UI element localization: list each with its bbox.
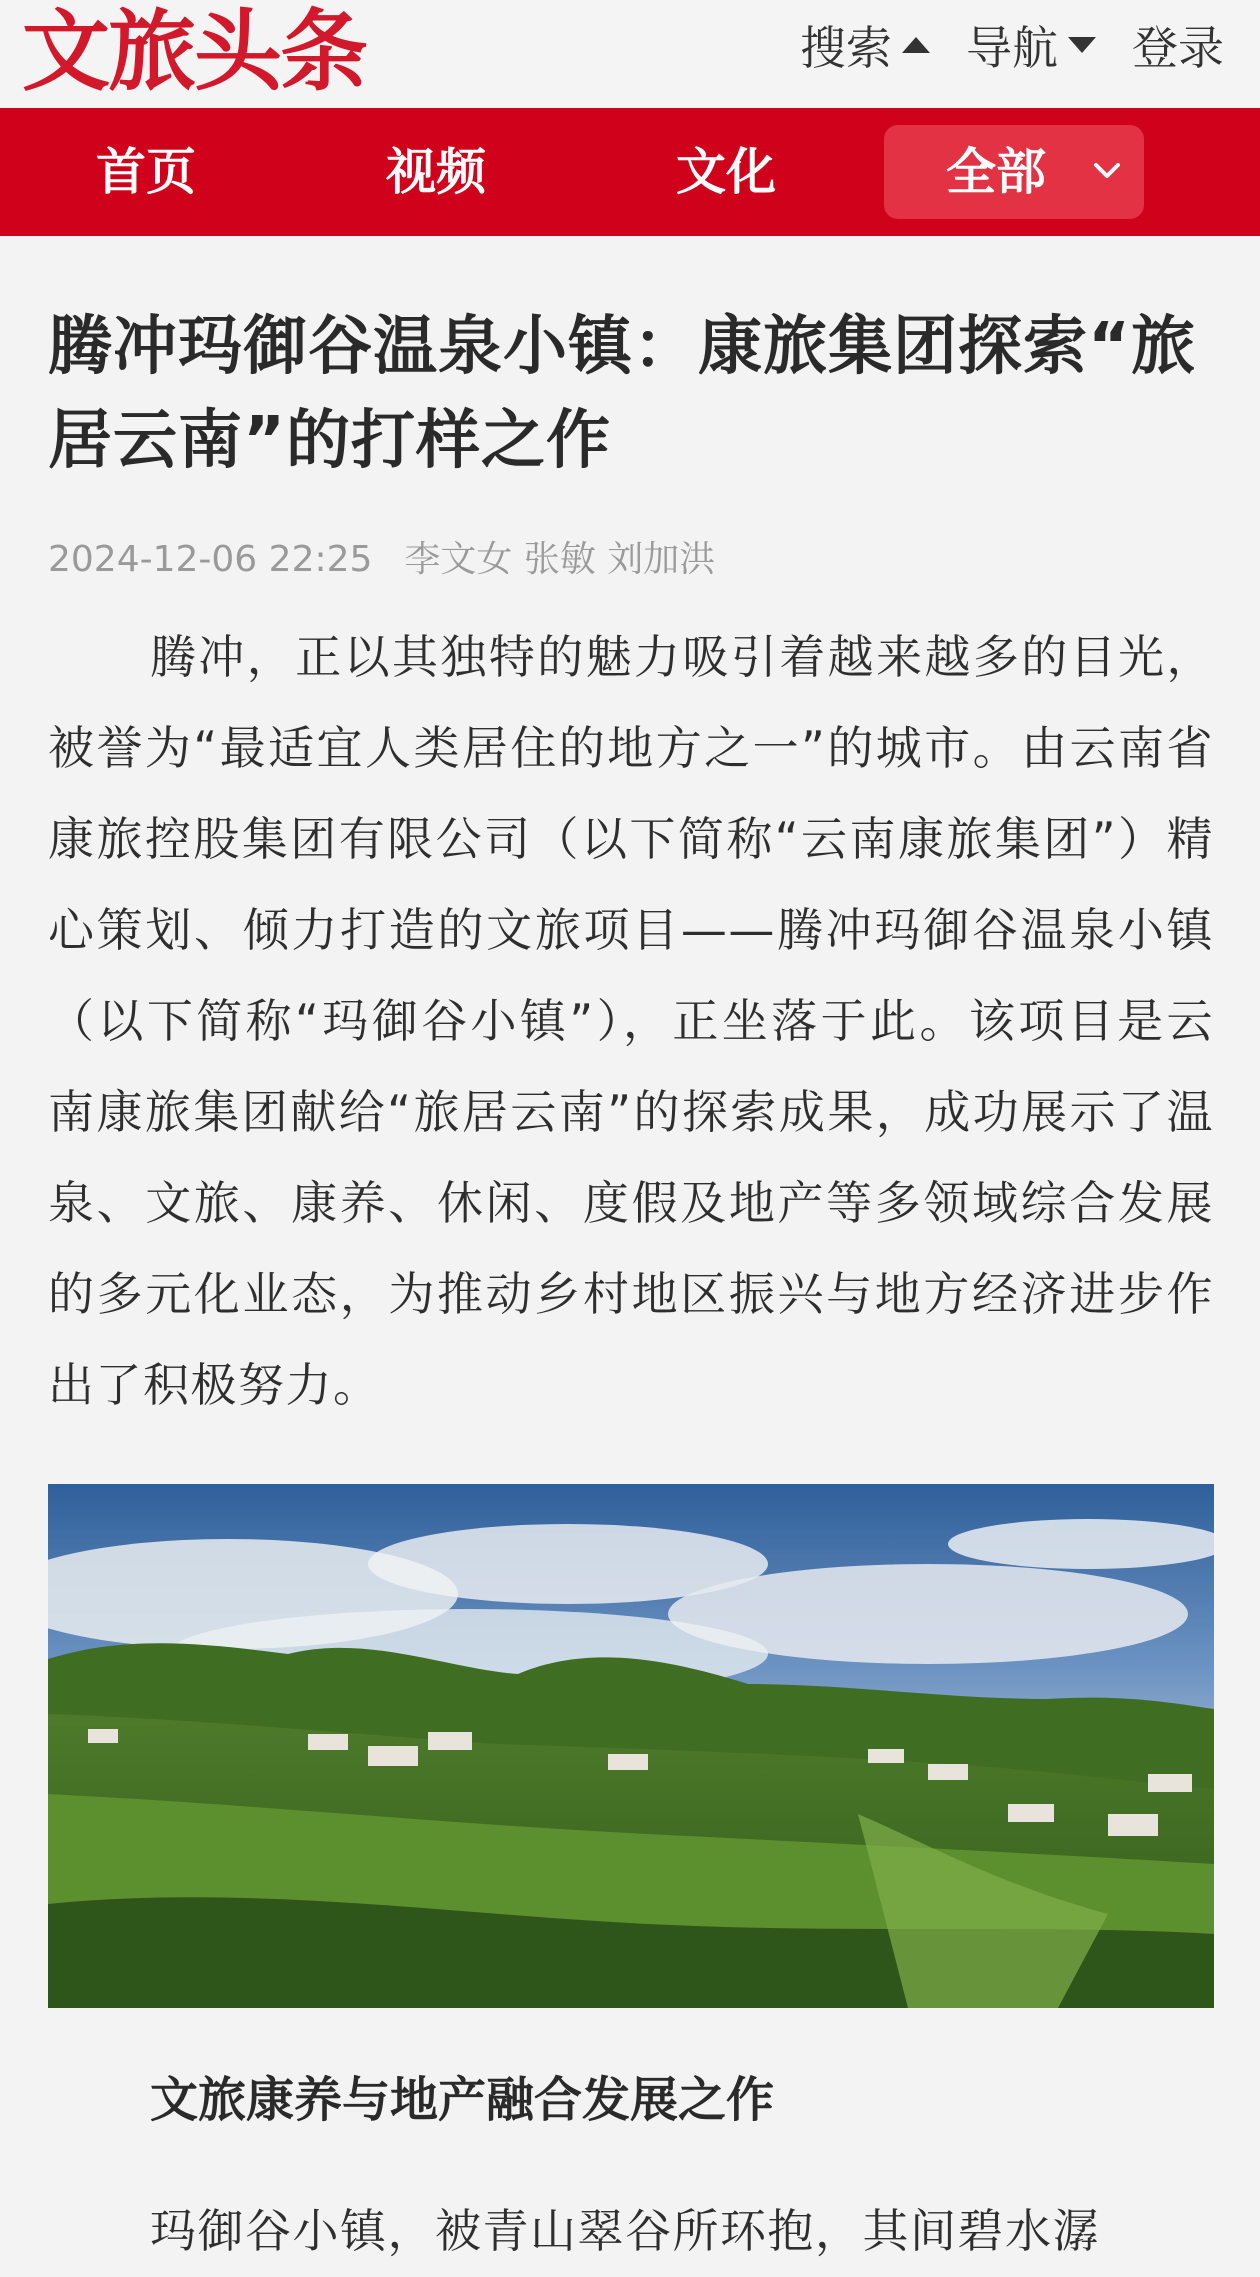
- all-categories-label: 全部: [946, 143, 1046, 201]
- site-logo[interactable]: 文旅头条: [22, 0, 367, 103]
- login-link[interactable]: 登录: [1132, 21, 1224, 75]
- search-menu-button[interactable]: [800, 12, 930, 78]
- article-title: 腾冲玛御谷温泉小镇：康旅集团探索“旅居云南”的打样之作: [48, 310, 1197, 478]
- nav-tab-culture[interactable]: 文化: [676, 143, 776, 201]
- article-paragraph: 腾冲，正以其独特的魅力吸引着越来越多的目光，被誉为“最适宜人类居住的地方之一”的城市。由云南省康旅控股集团有限公司（以下简称“云南康旅集团”）精心策划、倾力打造的文旅项目——腾冲玛御谷温泉小镇（以下简称“玛御谷小镇”），正坐落于此。该项目是云南康旅集团献给“旅居云南”的探索成果，成功展示了温泉、文旅、康养、休闲、度假及地产等多领域综合发展的多元化业态，为推动乡村地区振兴与地方经济进步作出了积极努力。: [48, 630, 1214, 1412]
- all-categories-dropdown[interactable]: [884, 125, 1144, 219]
- landscape-photo-image: [48, 1484, 1214, 2008]
- caret-down-icon: [1068, 37, 1096, 53]
- publish-date: 2024-12-06 22:25: [48, 539, 373, 580]
- chevron-down-icon: [1092, 155, 1122, 185]
- caret-up-icon: [902, 37, 930, 53]
- article-photo: [48, 1484, 1214, 2008]
- section-subheading: 文旅康养与地产融合发展之作: [150, 2072, 775, 2128]
- article-paragraph-2: 玛御谷小镇，被青山翠谷所环抱，其间碧水潺: [150, 2204, 1100, 2258]
- navigation-menu-label: 导航: [966, 21, 1058, 75]
- top-links: [764, 14, 1224, 76]
- search-menu-label: 搜索: [800, 21, 892, 75]
- top-header: [0, 0, 1260, 108]
- nav-tab-video[interactable]: 视频: [386, 143, 486, 201]
- navigation-menu-button[interactable]: [966, 12, 1096, 78]
- category-nav: [0, 108, 1260, 236]
- article-meta: [48, 530, 747, 590]
- nav-tab-home[interactable]: 首页: [96, 143, 196, 201]
- article-authors: 李文女 张敏 刘加洪: [404, 539, 716, 580]
